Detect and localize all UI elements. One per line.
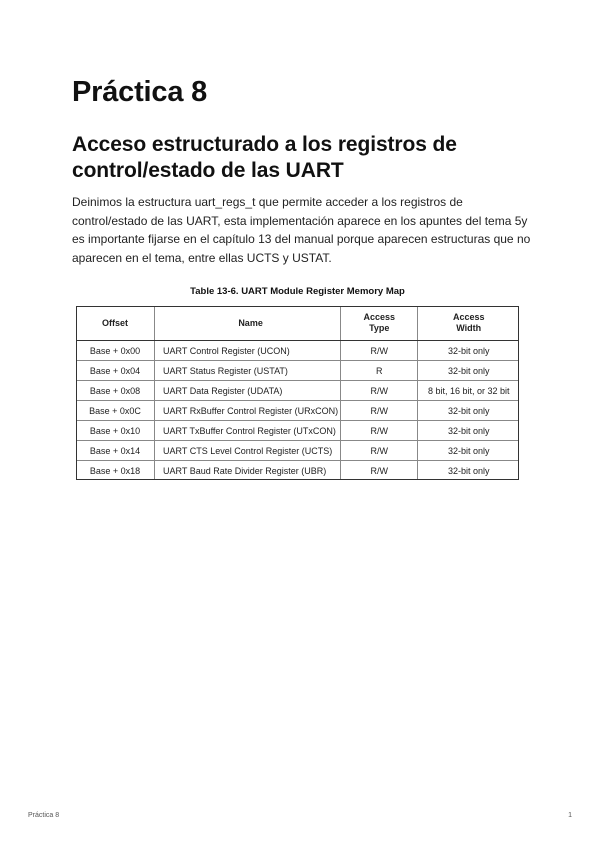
page-title: Práctica 8 <box>72 76 208 108</box>
cell-name: UART CTS Level Control Register (UCTS) <box>155 441 341 461</box>
cell-access-width: 32-bit only <box>418 441 519 461</box>
cell-offset: Base + 0x18 <box>89 465 141 476</box>
cell-access-type: R/W <box>341 341 418 361</box>
cell-name: UART TxBuffer Control Register (UTxCON) <box>155 421 341 441</box>
table-caption: Table 13-6. UART Module Register Memory Map <box>190 286 405 297</box>
cell-offset: Base + 0x00 <box>76 341 155 361</box>
cell-access-type: R/W <box>341 381 418 401</box>
table-header-row <box>76 306 519 341</box>
cell-name: UART Data Register (UDATA) <box>155 381 341 401</box>
cell-offset: Base + 0x10 <box>76 421 155 441</box>
table-row <box>76 421 519 441</box>
cell-name: UART Control Register (UCON) <box>155 341 341 361</box>
cell-access-type: R/W <box>341 441 418 461</box>
cell-access-type: R/W <box>341 421 418 441</box>
table-row <box>76 361 519 381</box>
cell-access-type: R <box>341 361 418 381</box>
cell-access-width: 32-bit only <box>418 461 519 481</box>
cell-offset: Base + 0x14 <box>76 441 155 461</box>
cell-access-type: R/W <box>341 461 418 481</box>
table-row <box>76 341 519 361</box>
page-number: 1 <box>568 812 572 819</box>
cell-offset: Base + 0x08 <box>76 381 155 401</box>
cell-access-width: 32-bit only <box>418 361 519 381</box>
body-paragraph: Deinimos la estructura uart_regs_t que permite acceder a los registros de control/estado de las UART, esta implementación aparece en los apuntes del tema 5y es importante fijarse en el capítulo 13 del manual porque aparecen estructuras que no aparecen en el tema, entre ellas UCTS y USTAT. <box>72 195 531 265</box>
cell-name: UART Status Register (USTAT) <box>155 361 341 381</box>
cell-name: UART RxBuffer Control Register (URxCON) <box>155 401 341 421</box>
register-memory-map-table <box>76 306 519 480</box>
header-access-type: Access Type <box>341 306 418 341</box>
cell-access-type: R/W <box>341 401 418 421</box>
table-row <box>76 401 519 421</box>
cell-offset: Base + 0x04 <box>76 361 155 381</box>
section-title: Acceso estructurado a los registros de control/estado de las UART <box>72 133 457 182</box>
header-name: Name <box>155 306 341 341</box>
cell-offset: Base + 0x0C <box>76 401 155 421</box>
header-offset: Offset <box>76 306 155 341</box>
table-row <box>76 381 519 401</box>
cell-access-width: 32-bit only <box>418 341 519 361</box>
cell-access-width: 32-bit only <box>418 401 519 421</box>
cell-name: UART Baud Rate Divider Register (UBR) <box>155 461 341 481</box>
cell-access-width: 8 bit, 16 bit, or 32 bit <box>418 381 519 401</box>
cell-access-width: 32-bit only <box>418 421 519 441</box>
footer-label: Práctica 8 <box>28 812 60 819</box>
table-row <box>76 461 519 481</box>
table-row <box>76 441 519 461</box>
header-access-width: Access Width <box>418 306 519 341</box>
